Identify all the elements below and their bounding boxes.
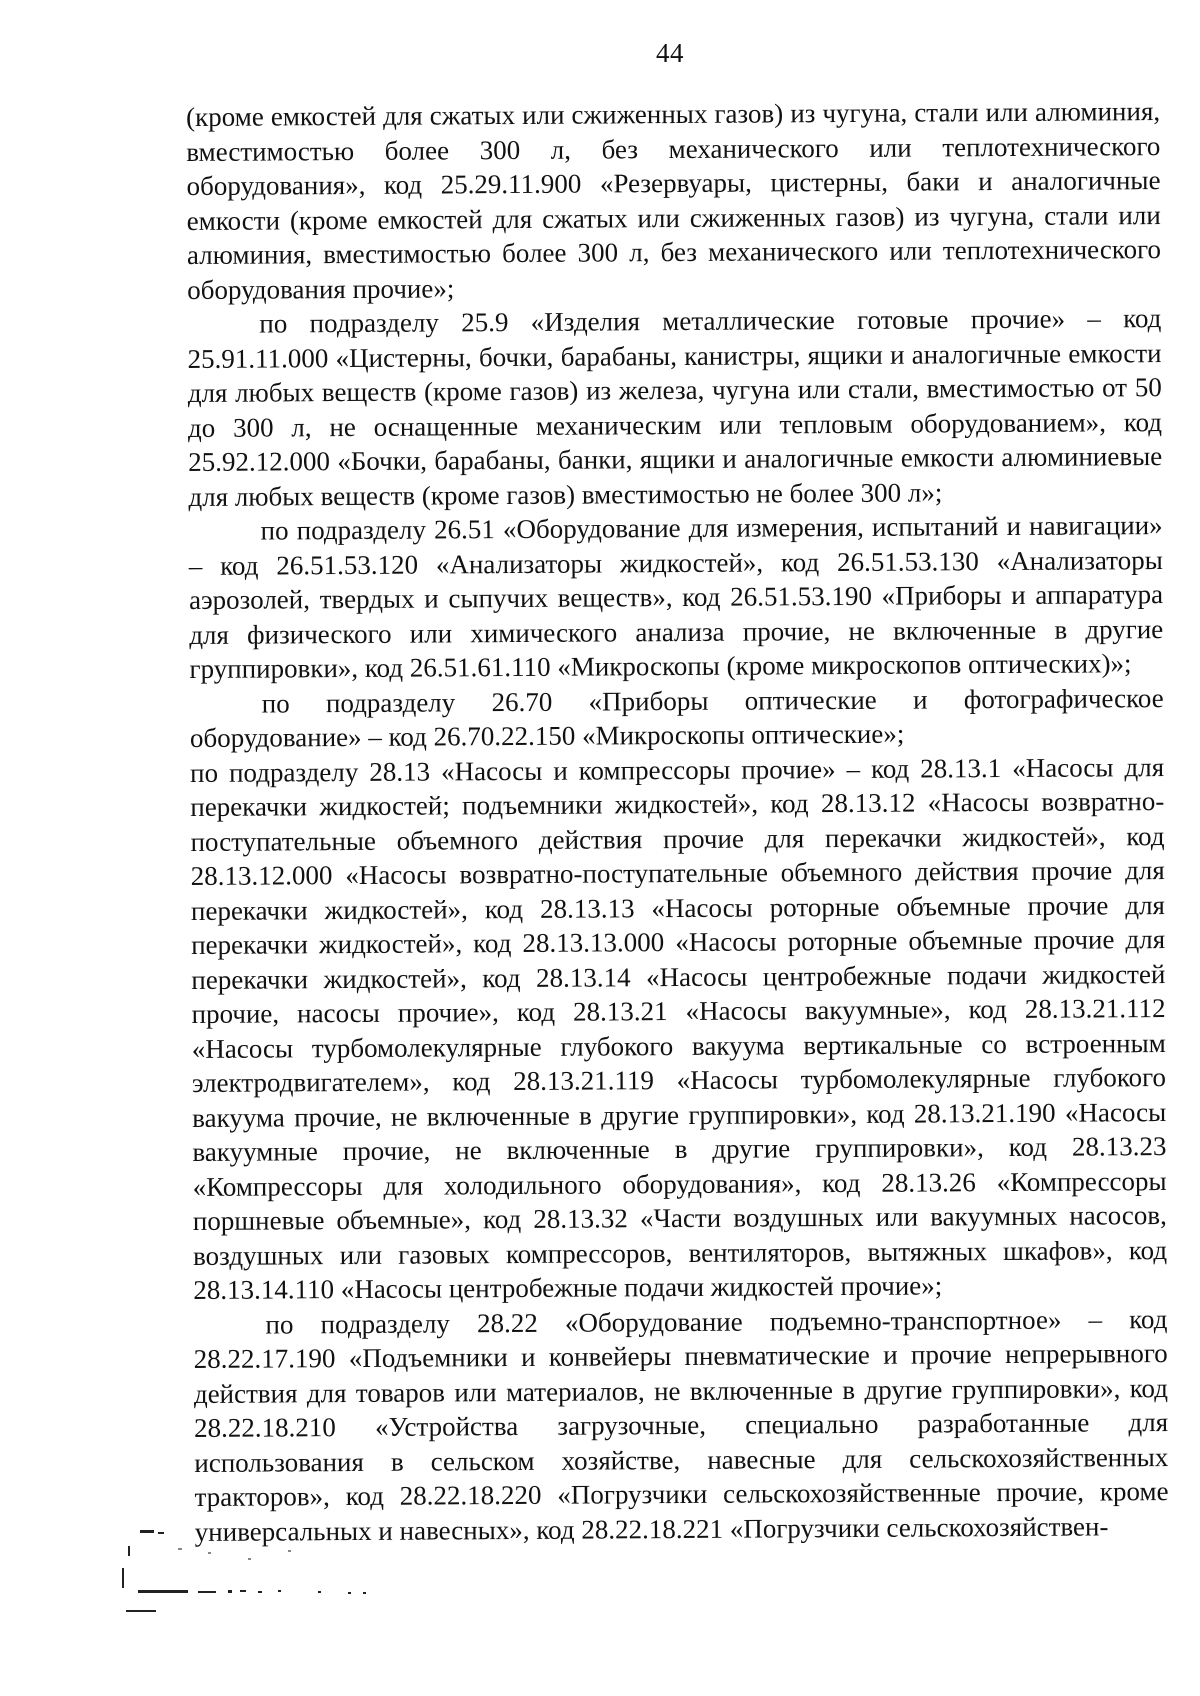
document-body (186, 94, 1169, 1549)
paragraph: (кроме емкостей для сжатых или сжиженных газов) из чугуна, стали или алюминия, вместимостью более 300 л, без механического или теплотехнического оборудования», код 25.29.11.900 «Резервуары, цистерны, баки и аналогичные емкости (кроме емкостей для сжатых или сжиженных газов) из чугуна, стали или алюминия, вместимостью более 300 л, без механического или теплотехнического оборудования прочие»; (186, 96, 1162, 305)
paragraph: по подразделу 25.9 «Изделия металлические готовые прочие» – код 25.91.11.000 «Цистерны, бочки, барабаны, канистры, ящики и аналогичные емкости для любых веществ (кроме газов) из железа, чугуна или стали, вместимостью от 50 до 300 л, не оснащенные механическим или тепловым оборудованием», код 25.92.12.000 «Бочки, барабаны, банки, ящики и аналогичные емкости алюминиевые для любых веществ (кроме газов) вместимостью не более 300 л»; (187, 303, 1163, 512)
page-number: 44 (656, 38, 684, 68)
scan-artifact (118, 1528, 418, 1638)
paragraph: по подразделу 28.13 «Насосы и компрессоры прочие» – код 28.13.1 «Насосы для перекачки жидкостей; подъемники жидкостей», код 28.13.12 «Насосы возвратно-поступательные объемного действия прочие для перекачки жидкостей», код 28.13.12.000 «Насосы возвратно-поступательные объемного действия прочие для перекачки жидкостей», код 28.13.13 «Насосы роторные объемные прочие для перекачки жидкостей», код 28.13.13.000 «Насосы роторные объемные прочие для перекачки жидкостей», код 28.13.14 «Насосы центробежные подачи жидкостей прочие, насосы прочие», код 28.13.21 «Насосы вакуумные», код 28.13.21.112 «Насосы турбомолекулярные глубокого вакуума вертикальные со встроенным электродвигателем», код 28.13.21.119 «Насосы турбомолекулярные глубокого вакуума прочие, не включенные в другие группировки», код 28.13.21.190 «Насосы вакуумные прочие, не включенные в другие группировки», код 28.13.23 «Компрессоры для холодильного оборудования», код 28.13.26 «Компрессоры поршневые объемные», код 28.13.32 «Части воздушных или вакуумных насосов, воздушных или газовых компрессоров, вентиляторов, вытяжных шкафов», код 28.13.14.110 «Насосы центробежные подачи жидкостей прочие»; (190, 751, 1168, 1305)
paragraph: по подразделу 26.51 «Оборудование для измерения, испытаний и навигации» – код 26.51.53.120 «Анализаторы жидкостей», код 26.51.53.130 «Анализаторы аэрозолей, твердых и сыпучих веществ», код 26.51.53.190 «Приборы и аппаратура для физического или химического анализа прочие, не включенные в другие группировки», код 26.51.61.110 «Микроскопы (кроме микроскопов оптических)»; (188, 510, 1164, 684)
paragraph: по подразделу 28.22 «Оборудование подъемно-транспортное» – код 28.22.17.190 «Подъемники и конвейеры пневматические и прочие непрерывного действия для товаров или материалов, не включенные в другие группировки», код 28.22.18.210 «Устройства загрузочные, специально разработанные для использования в сельском хозяйстве, навесные для сельскохозяйственных тракторов», код 28.22.18.220 «Погрузчики сельскохозяйственные прочие, кроме универсальных и навесных», код 28.22.18.221 «Погрузчики сельскохозяйствен- (193, 1303, 1169, 1547)
paragraph: по подразделу 26.70 «Приборы оптические и фотографическое оборудование» – код 26.70.22.150 «Микроскопы оптические»; (189, 682, 1164, 753)
